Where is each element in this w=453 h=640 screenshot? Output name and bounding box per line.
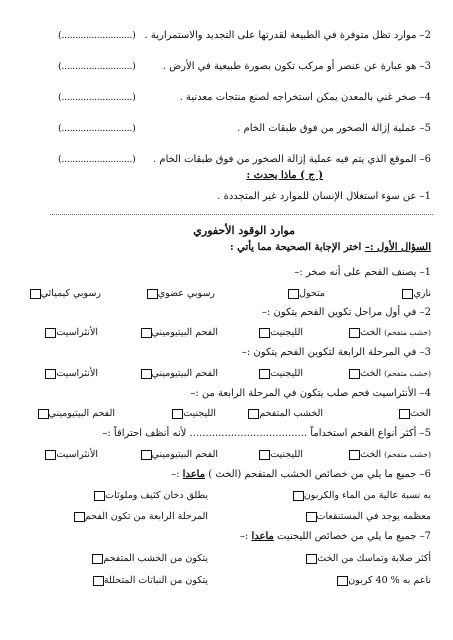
checkbox[interactable] [259, 328, 270, 338]
q7-option-c[interactable]: ناعم به % 40 كربون [334, 575, 431, 586]
checkbox[interactable] [30, 289, 41, 299]
q6-option-c[interactable]: معظمه يوجد في المستنقعات [303, 511, 431, 522]
checkbox[interactable] [337, 576, 348, 586]
q7-option-b[interactable]: يتكون من الخشب المتفحم [89, 553, 208, 564]
q1-option-d[interactable]: رسوبي كيميائي [27, 288, 101, 299]
checkbox[interactable] [259, 369, 270, 379]
checkbox[interactable] [399, 409, 410, 419]
checkbox[interactable] [93, 576, 104, 586]
q2-option-c[interactable]: الفحم البيتيوميني [138, 327, 218, 338]
checkbox[interactable] [306, 512, 317, 522]
checkbox[interactable] [172, 409, 183, 419]
q1-option-a[interactable]: ناري [399, 288, 431, 299]
checkbox[interactable] [92, 554, 103, 564]
checkbox[interactable] [349, 369, 360, 379]
definition-3-text: 3– هو عبارة عن عنصر أو مركب تكون بصورة طبيعية في الأرض . [162, 61, 431, 72]
definition-5-blank[interactable]: (..........................) [58, 123, 136, 134]
q7-stem: 7– جميع ما يلي من خصائص الليجنيت ماعدا :– [239, 531, 431, 542]
definition-5-text: 5– عملية إزالة الصخور من فوق طبقات الخام . [237, 123, 431, 134]
question-header [230, 242, 431, 253]
q2-option-b[interactable]: الليجنيت [256, 327, 303, 338]
q2-stem: 2– في أول مراحل تكوين الفحم يتكون :– [261, 307, 431, 318]
checkbox[interactable] [288, 289, 299, 299]
checkbox[interactable] [45, 450, 56, 460]
checkbox[interactable] [349, 328, 360, 338]
checkbox[interactable] [94, 491, 105, 501]
q2-option-a[interactable]: الخث (خشب متفحم) [346, 327, 431, 338]
question-label: السؤال الأول :– [364, 242, 431, 253]
checkbox[interactable] [45, 369, 56, 379]
definition-6-text: 6– الموقع الذي يتم فيه عملية إزالة الصخور من فوق طبقات الخام . [153, 154, 431, 165]
checkbox[interactable] [74, 512, 85, 522]
q1-option-b[interactable]: متحول [285, 288, 325, 299]
definition-4-text: 4– صخر غني بالمعدن يمكن استخراجه لصنع منتجات معدنية . [179, 92, 431, 103]
q1-stem: 1– يصنف الفحم على أنه صخر :– [294, 267, 431, 278]
checkbox[interactable] [38, 409, 49, 419]
q3-option-d[interactable]: الأنثراسيت [42, 368, 98, 379]
section-c-heading: ( ج ) ماذا يحدث : [246, 170, 323, 181]
q4-option-d[interactable]: الفحم البيتيوميني [35, 408, 115, 419]
checkbox[interactable] [259, 450, 270, 460]
checkbox[interactable] [141, 450, 152, 460]
q6-option-b[interactable]: يطلق دخان كثيف وملوثات [91, 490, 208, 501]
definition-4-blank[interactable]: (..........................) [58, 92, 136, 103]
q4-option-c[interactable]: الليجنيت [169, 408, 216, 419]
q5-option-a[interactable]: الخث (خشب متفحم) [346, 449, 431, 460]
fossil-title: موارد الوقود الأحفوري [193, 224, 295, 237]
q3-option-b[interactable]: الليجنيت [256, 368, 303, 379]
q5-stem: 5– أكثر أنواع الفحم استخداماً ..................................... لأنه أنظف احتراقاً :– [102, 428, 431, 439]
q6-stem: 6– جميع ما يلي من خصائص الخشب المتفحم (الخث ) ماعدا :– [171, 469, 431, 480]
q4-stem: 4– الأنثراسيت فحم صلب يتكون في المرحلة الرابعة من :– [190, 388, 431, 399]
q3-option-a[interactable]: الخث (خشب متفحم) [346, 368, 431, 379]
checkbox[interactable] [248, 409, 259, 419]
definition-3-blank[interactable]: (..........................) [58, 61, 136, 72]
checkbox[interactable] [141, 328, 152, 338]
definition-2-blank[interactable]: (..........................) [58, 30, 136, 41]
q6-option-d[interactable]: المرحلة الرابعة من تكون الفحم [71, 511, 208, 522]
q2-option-d[interactable]: الأنثراسيت [42, 327, 98, 338]
checkbox[interactable] [293, 491, 304, 501]
definition-2-text: 2– موارد تظل متوفرة في الطبيعة لقدرتها على التجديد والاستمرارية . [144, 30, 431, 41]
q7-option-d[interactable]: يتكون من النباتات المتحللة [90, 575, 208, 586]
section-divider [50, 214, 433, 215]
q3-option-c[interactable]: الفحم البيتيوميني [138, 368, 218, 379]
q4-option-b[interactable]: الخشب المتفحم [245, 408, 323, 419]
checkbox[interactable] [349, 450, 360, 460]
q5-option-d[interactable]: الأنثراسيت [42, 449, 98, 460]
question-instruction: اختر الإجابة الصحيحة مما يأتي : [229, 242, 365, 253]
q6-option-a[interactable]: به نسبة عالية من الماء والكربون [290, 490, 431, 501]
q4-option-a[interactable]: الحث [396, 408, 431, 419]
q5-option-b[interactable]: الليجنيت [256, 449, 303, 460]
definition-6-blank[interactable]: (..........................) [58, 154, 136, 165]
checkbox[interactable] [45, 328, 56, 338]
checkbox[interactable] [306, 554, 317, 564]
checkbox[interactable] [147, 289, 158, 299]
q3-stem: 3– في المرحلة الرابعة لتكوين الفحم يتكون :– [241, 347, 431, 358]
q1-option-c[interactable]: رسوبي عضوي [144, 288, 215, 299]
q7-option-a[interactable]: أكثر صلابة وتماسك من الخث [303, 553, 431, 564]
checkbox[interactable] [402, 289, 413, 299]
section-c-item-1: 1– عن سوء استغلال الإنسان للموارد غير المتجددة . [217, 191, 431, 202]
checkbox[interactable] [141, 369, 152, 379]
q5-option-c[interactable]: الفحم البيتيوميني [138, 449, 218, 460]
